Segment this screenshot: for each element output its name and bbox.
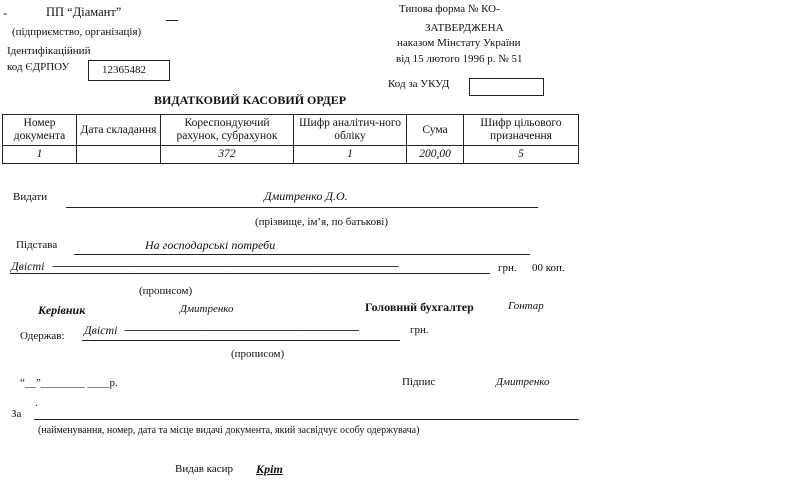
approved-date: від 15 лютого 1996 р. № 51 bbox=[396, 53, 523, 65]
table-header-cell: Шифр цільового призначення bbox=[464, 115, 579, 146]
table-header-cell: Сума bbox=[407, 115, 464, 146]
table-header-row bbox=[3, 115, 579, 146]
form-type-label: Типова форма № КО- bbox=[399, 3, 500, 15]
table-row bbox=[3, 146, 579, 164]
basis-label: Підстава bbox=[16, 239, 58, 251]
organization-caption: (підприємство, організація) bbox=[12, 26, 142, 38]
amount-caption: (прописом) bbox=[139, 285, 193, 297]
ukud-label: Код за УКУД bbox=[388, 78, 450, 90]
amount-currency: грн. bbox=[498, 262, 517, 274]
signature-label: Підпис bbox=[402, 376, 436, 388]
received-label: Одержав: bbox=[20, 330, 65, 342]
order-details-table bbox=[2, 114, 579, 164]
received-underline bbox=[82, 340, 400, 341]
approved-label: ЗАТВЕРДЖЕНА bbox=[425, 22, 504, 34]
basis-text[interactable]: На господарські потреби bbox=[145, 238, 276, 252]
received-caption: (прописом) bbox=[231, 348, 285, 360]
date-line[interactable]: “__”________ ____р. bbox=[20, 377, 118, 389]
ukud-code-box[interactable] bbox=[469, 78, 544, 96]
edrpou-label-line2: код ЄДРПОУ bbox=[7, 61, 70, 73]
cashier-signature: Кріт bbox=[256, 462, 283, 476]
table-cell[interactable]: 5 bbox=[464, 146, 579, 164]
approved-by-order: наказом Мінстату України bbox=[397, 37, 521, 49]
received-amount-words[interactable]: Двісті bbox=[84, 323, 118, 337]
chief-accountant-label: Головний бухгалтер bbox=[365, 300, 474, 314]
head-signature: Дмитренко bbox=[180, 303, 234, 315]
head-label: Керівник bbox=[38, 303, 86, 317]
recipient-underline bbox=[66, 207, 538, 208]
org-name-underline bbox=[166, 20, 178, 21]
amount-kopecks: 00 коп. bbox=[532, 262, 565, 274]
document-underline bbox=[34, 419, 579, 420]
recipient-signature: Дмитренко bbox=[496, 376, 550, 388]
table-header-cell: Номер документа bbox=[3, 115, 77, 146]
table-header-cell: Шифр аналітич-ного обліку bbox=[294, 115, 407, 146]
edrpou-code: 12365482 bbox=[102, 64, 146, 76]
header-dash: - bbox=[3, 5, 8, 20]
basis-underline bbox=[74, 254, 530, 255]
organization-name: ПП “Діамант” bbox=[46, 5, 122, 19]
document-dot: . bbox=[35, 397, 38, 409]
table-cell[interactable] bbox=[77, 146, 161, 164]
edrpou-label-line1: Ідентифікаційний bbox=[7, 45, 91, 57]
cashier-label: Видав касир bbox=[175, 463, 233, 475]
amount-dash-fill: ---------------------------------------------------------------------------------------------------------------------------------- bbox=[52, 260, 399, 272]
table-cell[interactable]: 200,00 bbox=[407, 146, 464, 164]
chief-accountant-signature: Гонтар bbox=[508, 300, 544, 312]
issue-to-label: Видати bbox=[13, 191, 48, 203]
table-cell[interactable]: 1 bbox=[3, 146, 77, 164]
document-label: За bbox=[11, 408, 22, 420]
table-header-cell: Кореспондуючий рахунок, субрахунок bbox=[161, 115, 294, 146]
table-cell[interactable]: 372 bbox=[161, 146, 294, 164]
table-header-cell: Дата складання bbox=[77, 115, 161, 146]
received-currency: грн. bbox=[410, 324, 429, 336]
document-title: ВИДАТКОВИЙ КАСОВИЙ ОРДЕР bbox=[154, 93, 347, 107]
table-cell[interactable]: 1 bbox=[294, 146, 407, 164]
recipient-caption: (прізвище, ім’я, по батькові) bbox=[255, 216, 388, 228]
amount-underline bbox=[10, 273, 490, 274]
document-caption: (найменування, номер, дата та місце видачі документа, який засвідчує особу одержувача) bbox=[38, 425, 420, 436]
received-dash-fill: ---------------------------------------------------------------------------------------- bbox=[124, 324, 359, 336]
recipient-name[interactable]: Дмитренко Д.О. bbox=[264, 189, 348, 203]
amount-in-words[interactable]: Двісті bbox=[11, 259, 45, 273]
